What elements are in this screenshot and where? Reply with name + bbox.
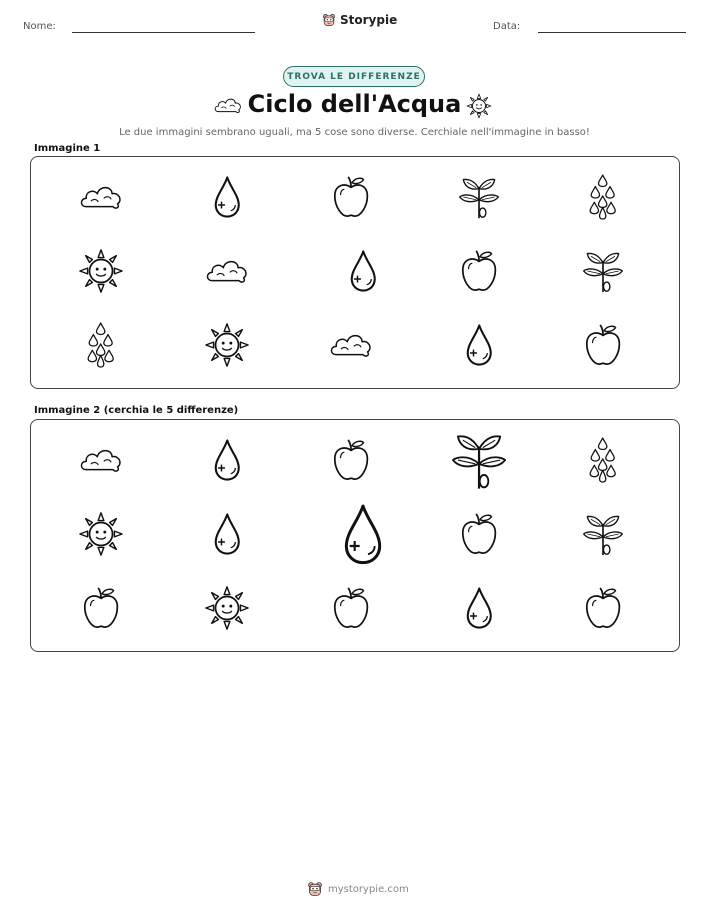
apple-icon[interactable]	[582, 585, 624, 631]
water-drop-icon	[462, 322, 497, 368]
water-drop-icon[interactable]	[210, 511, 245, 557]
raindrops-icon[interactable]	[587, 437, 618, 483]
water-drop-icon	[210, 174, 245, 220]
footer-site: mystorypie.com	[328, 883, 409, 895]
sun-icon	[78, 248, 124, 294]
water-drop-icon[interactable]	[338, 501, 388, 568]
cloud-icon	[328, 328, 374, 361]
sun-icon	[204, 322, 250, 368]
name-label: Nome:	[23, 21, 56, 32]
apple-icon[interactable]	[330, 437, 372, 483]
cloud-icon	[204, 254, 250, 287]
apple-icon[interactable]	[330, 585, 372, 631]
image1-label: Immagine 1	[34, 143, 101, 154]
brand-name: Storypie	[340, 13, 398, 27]
footer	[307, 881, 409, 897]
raindrops-icon	[587, 174, 618, 220]
sun-icon	[466, 93, 492, 119]
apple-icon[interactable]	[80, 585, 122, 631]
image2-label: Immagine 2 (cerchia le 5 differenze)	[34, 405, 239, 416]
brand-logo	[322, 13, 397, 27]
plant-icon[interactable]	[448, 429, 510, 491]
storypie-bear-icon	[322, 13, 336, 27]
activity-badge: TROVA LE DIFFERENZE	[283, 66, 425, 87]
apple-icon	[582, 322, 624, 368]
cloud-icon[interactable]	[78, 443, 124, 476]
date-input-line[interactable]	[538, 32, 686, 33]
image1-panel	[30, 156, 680, 389]
instructions: Le due immagini sembrano uguali, ma 5 cose sono diverse. Cerchiale nell'immagine in basso!	[119, 127, 590, 138]
apple-icon	[458, 248, 500, 294]
name-input-line[interactable]	[72, 32, 255, 33]
page-title: Ciclo dell'Acqua	[247, 90, 462, 118]
raindrops-icon	[85, 322, 116, 368]
water-drop-icon[interactable]	[210, 437, 245, 483]
sun-icon[interactable]	[78, 511, 124, 557]
sun-icon[interactable]	[204, 585, 250, 631]
image2-panel[interactable]	[30, 419, 680, 652]
cloud-icon	[78, 180, 124, 213]
water-drop-icon	[346, 248, 381, 294]
plant-icon	[456, 174, 502, 220]
apple-icon[interactable]	[458, 511, 500, 557]
plant-icon[interactable]	[580, 511, 626, 557]
storypie-bear-icon	[307, 881, 323, 897]
plant-icon	[580, 248, 626, 294]
apple-icon	[330, 174, 372, 220]
date-label: Data:	[493, 21, 521, 32]
water-drop-icon[interactable]	[462, 585, 497, 631]
